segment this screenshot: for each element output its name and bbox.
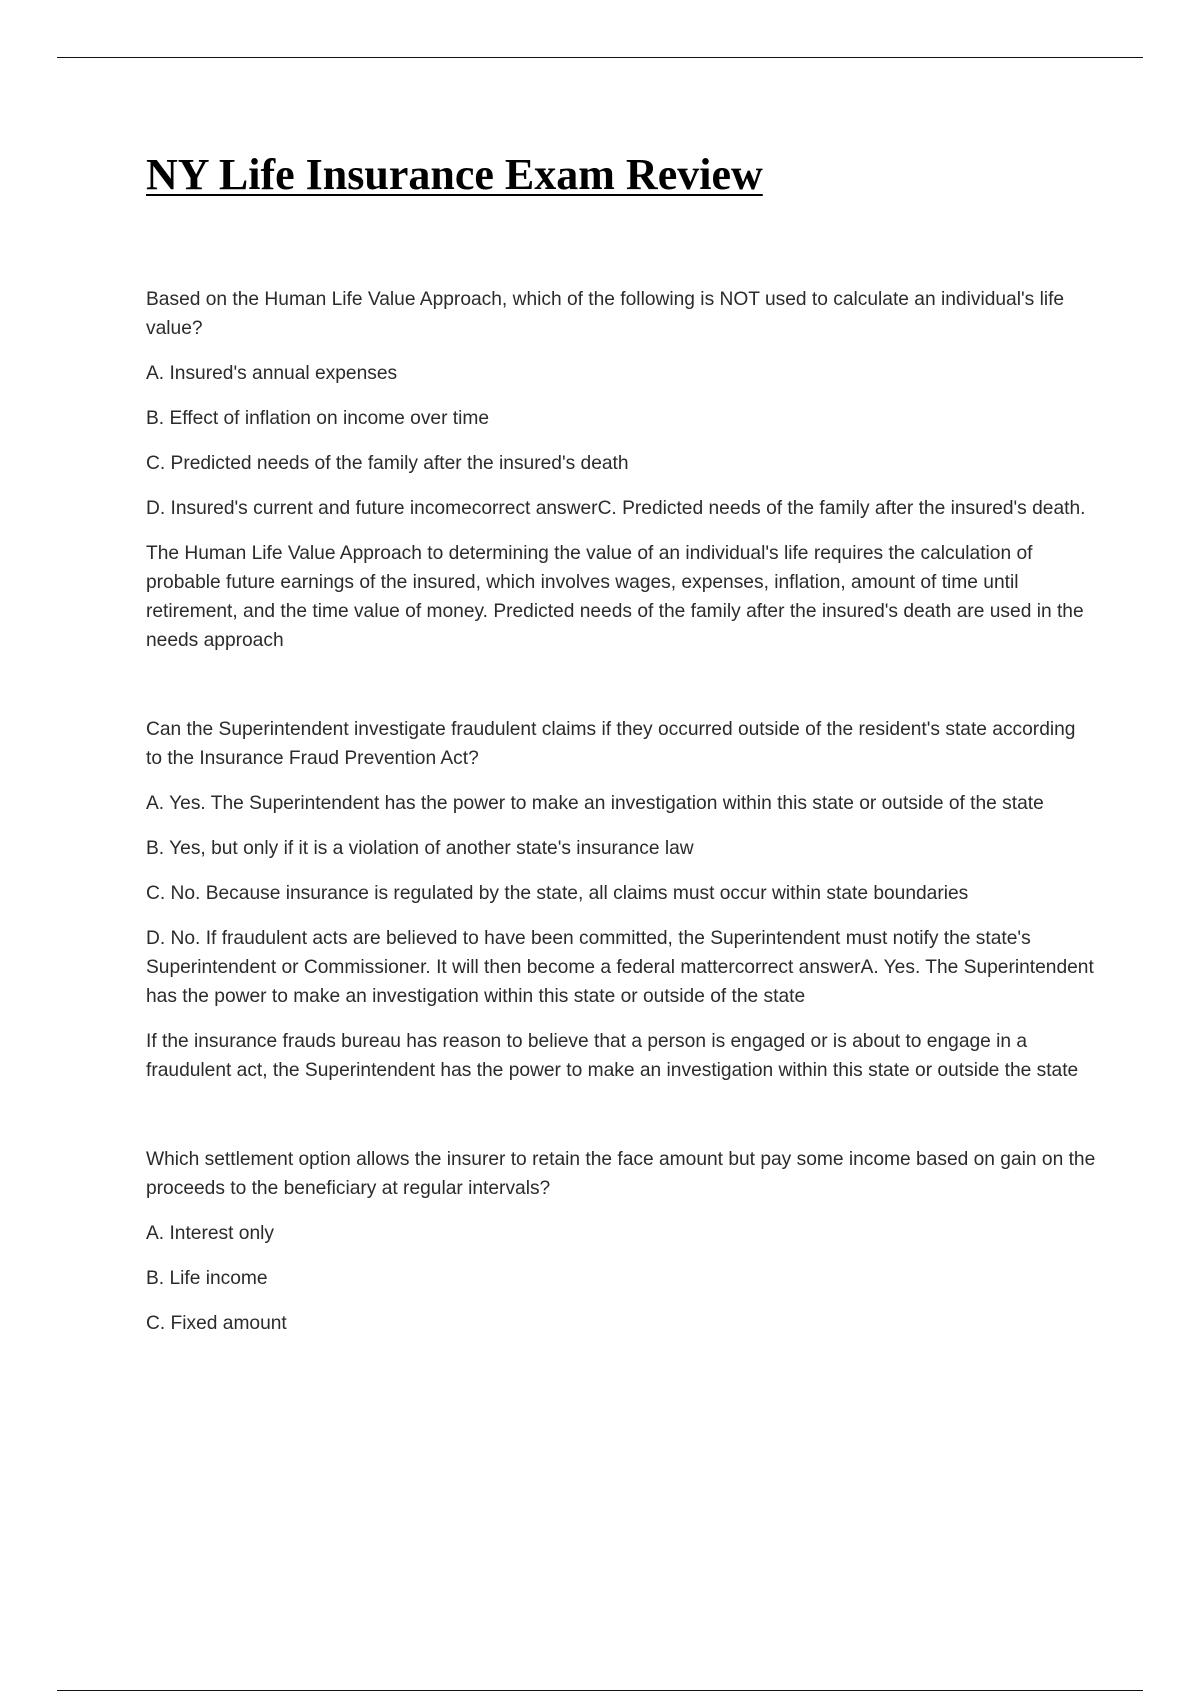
document-title: NY Life Insurance Exam Review xyxy=(146,150,763,199)
answer-option-c: C. Predicted needs of the family after the insured's death xyxy=(146,453,629,474)
question-block-1 xyxy=(146,285,1096,655)
answer-option-d: D. Insured's current and future incomecorrect answerC. Predicted needs of the family after the insured's death. xyxy=(146,498,1086,519)
top-rule xyxy=(57,57,1143,58)
bottom-rule xyxy=(57,1690,1143,1691)
answer-option-b: B. Yes, but only if it is a violation of another state's insurance law xyxy=(146,838,694,859)
answer-explanation: If the insurance frauds bureau has reason to believe that a person is engaged or is about to engage in a fraudulent act, the Superintendent has the power to make an investigation within this state or outside the state xyxy=(146,1031,1079,1081)
answer-option-a: A. Interest only xyxy=(146,1223,274,1244)
answer-explanation: The Human Life Value Approach to determining the value of an individual's life requires the calculation of probable future earnings of the insured, which involves wages, expenses, inflation, amount of time until retirement, and the time value of money. Predicted needs of the family after the insured's death are used in the needs approach xyxy=(146,543,1084,651)
answer-option-d: D. No. If fraudulent acts are believed to have been committed, the Superintendent must notify the state's Superintendent or Commissioner. It will then become a federal mattercorrect answerA. Yes. The Superintendent has the power to make an investigation within this state or outside of the state xyxy=(146,928,1094,1007)
question-text: Based on the Human Life Value Approach, which of the following is NOT used to calculate an individual's life value? xyxy=(146,289,1065,339)
document-page xyxy=(146,145,1096,1354)
answer-option-b: B. Effect of inflation on income over time xyxy=(146,408,490,429)
answer-option-a: A. Yes. The Superintendent has the power to make an investigation within this state or outside of the state xyxy=(146,793,1044,814)
question-text: Which settlement option allows the insurer to retain the face amount but pay some income based on gain on the proceeds to the beneficiary at regular intervals? xyxy=(146,1149,1096,1199)
answer-option-b: B. Life income xyxy=(146,1268,268,1289)
answer-option-c: C. No. Because insurance is regulated by the state, all claims must occur within state boundaries xyxy=(146,883,969,904)
question-block-2 xyxy=(146,715,1096,1085)
question-text: Can the Superintendent investigate fraudulent claims if they occurred outside of the resident's state according to the Insurance Fraud Prevention Act? xyxy=(146,719,1076,769)
answer-option-c: C. Fixed amount xyxy=(146,1313,287,1334)
answer-option-a: A. Insured's annual expenses xyxy=(146,363,398,384)
question-block-3 xyxy=(146,1145,1096,1338)
